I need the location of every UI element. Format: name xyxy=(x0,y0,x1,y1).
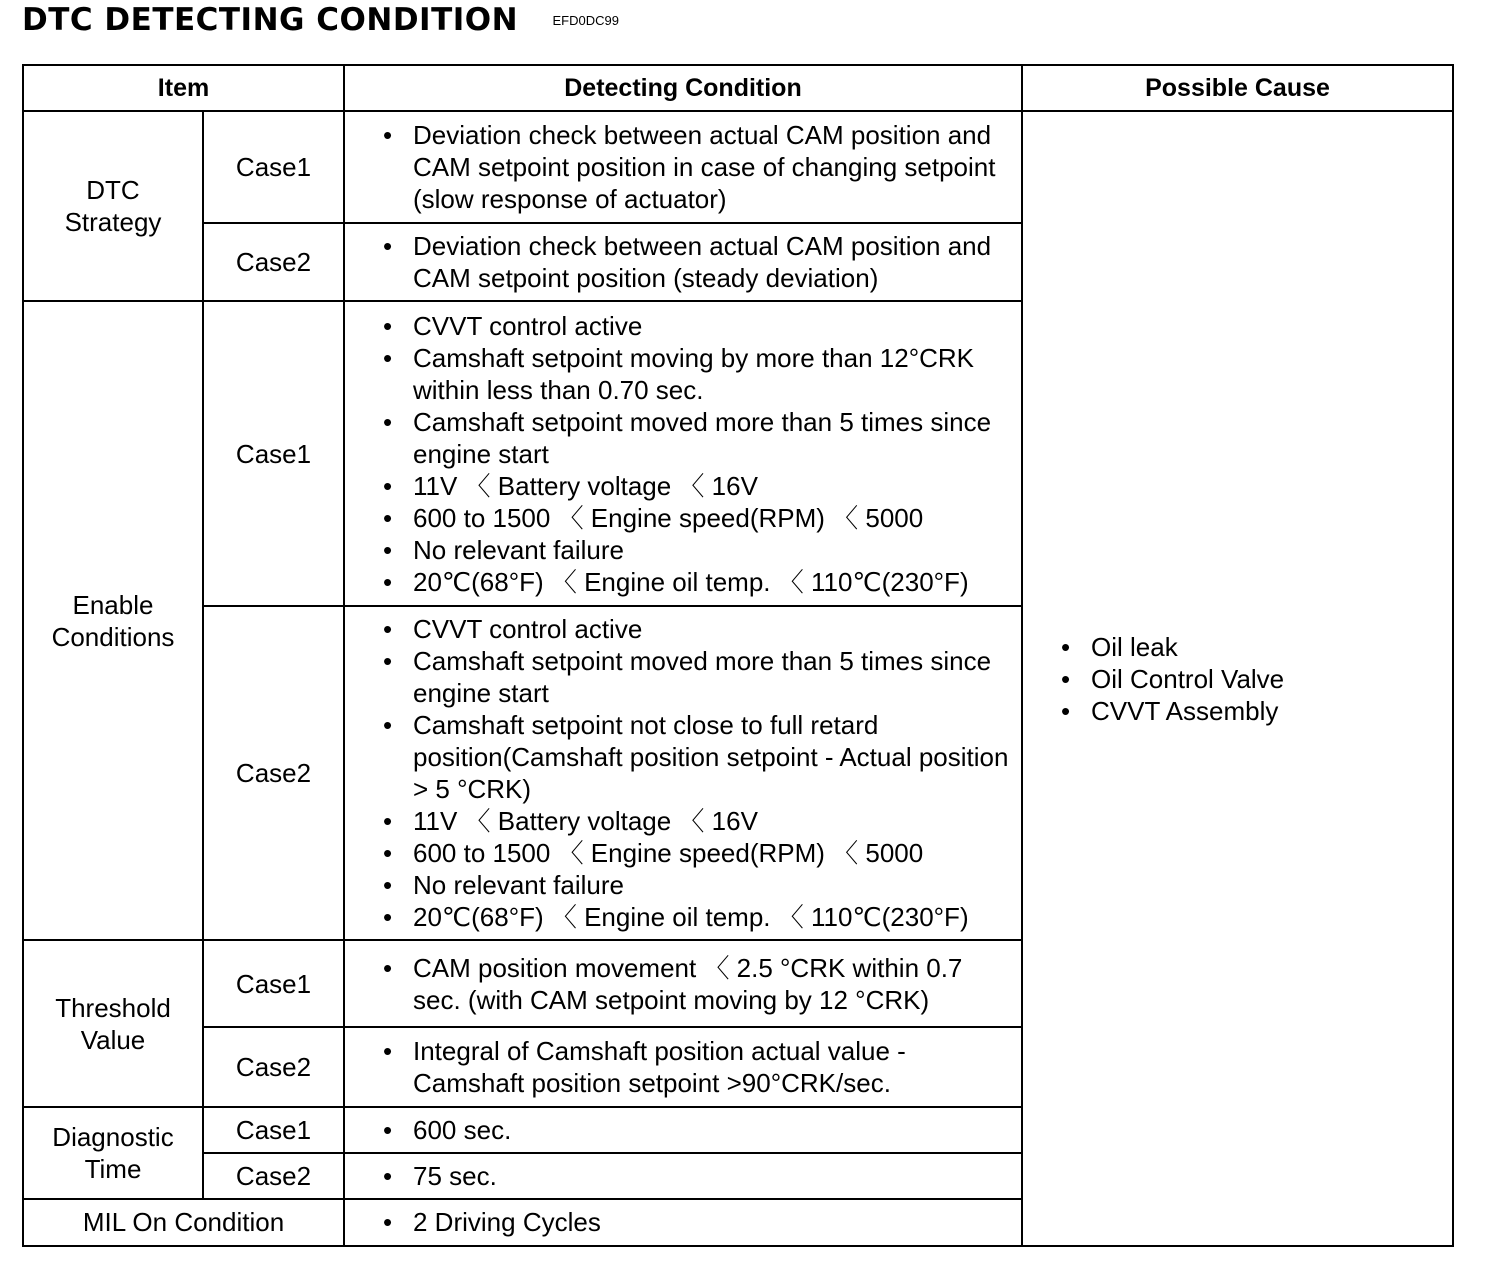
table-header-row xyxy=(23,65,1453,111)
condition-item: • CVVT control active xyxy=(383,310,1011,342)
condition-item: • 75 sec. xyxy=(383,1160,1011,1192)
enable-conditions-label-text: Enable Conditions xyxy=(51,589,175,652)
condition-item: • 600 to 1500 〈 Engine speed(RPM) 〈 5000 xyxy=(383,837,1011,869)
condition-item: • CVVT control active xyxy=(383,613,1011,645)
diagnostic-case2-label: Case2 xyxy=(203,1153,344,1199)
condition-item: • No relevant failure xyxy=(383,869,1011,901)
condition-item: • Camshaft setpoint moved more than 5 times since engine start xyxy=(383,645,1011,709)
condition-item: • CAM position movement 〈 2.5 °CRK within 0.7 sec. (with CAM setpoint moving by 12 °CRK) xyxy=(383,952,1011,1016)
threshold-value-label xyxy=(23,940,203,1106)
dtc-strategy-case2-conditions xyxy=(344,223,1022,301)
possible-cause-cell xyxy=(1022,111,1453,1246)
enable-case2-label: Case2 xyxy=(203,606,344,941)
diagnostic-time-label xyxy=(23,1107,203,1199)
dtc-strategy-case1-label: Case1 xyxy=(203,111,344,223)
condition-item-list xyxy=(383,310,1011,598)
header-possible-cause: Possible Cause xyxy=(1022,65,1453,111)
threshold-value-label-text: Threshold Value xyxy=(55,992,171,1055)
threshold-case2-conditions xyxy=(344,1027,1022,1107)
cause-item-list xyxy=(1061,631,1442,727)
dtc-strategy-label-text: DTC Strategy xyxy=(64,175,162,238)
enable-case1-conditions xyxy=(344,301,1022,606)
dtc-strategy-case2-label: Case2 xyxy=(203,223,344,301)
header-detecting-condition: Detecting Condition xyxy=(344,65,1022,111)
condition-item-list xyxy=(383,1114,1011,1146)
condition-item: • 600 to 1500 〈 Engine speed(RPM) 〈 5000 xyxy=(383,502,1011,534)
condition-item-list xyxy=(383,1160,1011,1192)
condition-item: • 11V 〈 Battery voltage 〈 16V xyxy=(383,470,1011,502)
condition-item-list xyxy=(383,119,1011,215)
header-item: Item xyxy=(23,65,344,111)
condition-item: • Deviation check between actual CAM position and CAM setpoint position in case of changing setpoint (slow response of actuator) xyxy=(383,119,1011,215)
cause-item: • Oil leak xyxy=(1061,631,1442,663)
dtc-strategy-case1-conditions xyxy=(344,111,1022,223)
cause-item: • CVVT Assembly xyxy=(1061,695,1442,727)
dtc-condition-table xyxy=(22,64,1454,1247)
condition-item-list xyxy=(383,230,1011,294)
mil-on-condition-conditions xyxy=(344,1199,1022,1246)
mil-on-condition-label: MIL On Condition xyxy=(23,1199,344,1246)
enable-conditions-label xyxy=(23,301,203,940)
threshold-case2-label: Case2 xyxy=(203,1027,344,1107)
condition-item: • 20℃(68°F) 〈 Engine oil temp. 〈 110℃(230°F) xyxy=(383,901,1011,933)
condition-item-list xyxy=(383,952,1011,1016)
condition-item: • Camshaft setpoint moved more than 5 times since engine start xyxy=(383,406,1011,470)
threshold-case1-conditions xyxy=(344,940,1022,1026)
table-row xyxy=(23,111,1453,223)
cause-item: • Oil Control Valve xyxy=(1061,663,1442,695)
enable-case2-conditions xyxy=(344,606,1022,941)
condition-item: • 11V 〈 Battery voltage 〈 16V xyxy=(383,805,1011,837)
document-code: EFD0DC99 xyxy=(552,12,619,28)
condition-item: • 20℃(68°F) 〈 Engine oil temp. 〈 110℃(230°F) xyxy=(383,566,1011,598)
condition-item: • Camshaft setpoint moving by more than 12°CRK within less than 0.70 sec. xyxy=(383,342,1011,406)
threshold-case1-label: Case1 xyxy=(203,940,344,1026)
condition-item: • Integral of Camshaft position actual value - Camshaft position setpoint >90°CRK/sec. xyxy=(383,1035,1011,1099)
diagnostic-case1-label: Case1 xyxy=(203,1107,344,1153)
condition-item-list xyxy=(383,1035,1011,1099)
condition-item: • Camshaft setpoint not close to full retard position(Camshaft position setpoint - Actual position > 5 °CRK) xyxy=(383,709,1011,805)
condition-item-list xyxy=(383,613,1011,933)
condition-item: • 2 Driving Cycles xyxy=(383,1206,1011,1238)
condition-item: • Deviation check between actual CAM position and CAM setpoint position (steady deviation) xyxy=(383,230,1011,294)
page-header xyxy=(22,2,619,46)
diagnostic-case2-conditions xyxy=(344,1153,1022,1199)
diagnostic-time-label-text: Diagnostic Time xyxy=(52,1121,174,1184)
enable-case1-label: Case1 xyxy=(203,301,344,606)
page-title: DTC DETECTING CONDITION xyxy=(22,2,519,38)
condition-item-list xyxy=(383,1206,1011,1238)
diagnostic-case1-conditions xyxy=(344,1107,1022,1153)
condition-item: • 600 sec. xyxy=(383,1114,1011,1146)
condition-item: • No relevant failure xyxy=(383,534,1011,566)
dtc-strategy-label xyxy=(23,111,203,301)
